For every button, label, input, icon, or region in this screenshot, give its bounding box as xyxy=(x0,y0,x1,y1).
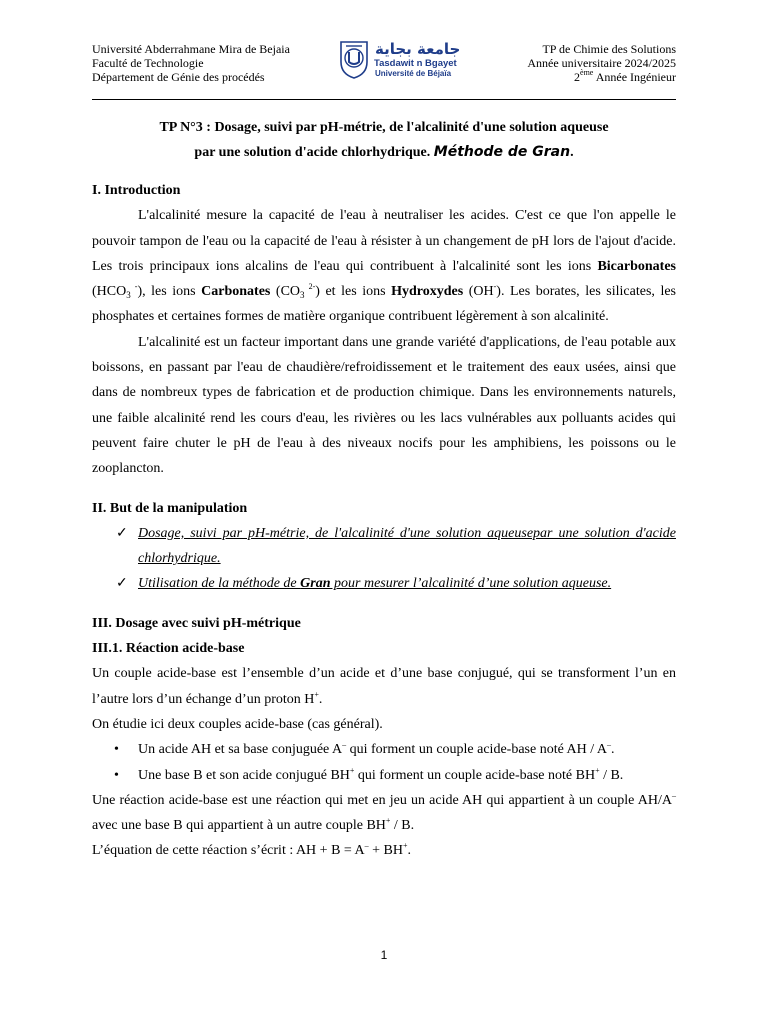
document-body xyxy=(92,178,676,864)
bullet-icon: • xyxy=(114,742,119,758)
university-logo xyxy=(337,38,477,80)
b1-minus-1: – xyxy=(342,740,347,750)
title-method: Méthode de Gran xyxy=(433,144,571,160)
objective-item-2 xyxy=(92,571,676,596)
b2-b: qui forment un couple acide-base noté BH xyxy=(354,767,596,783)
objective-2-gran: Gran xyxy=(300,576,331,592)
page-header xyxy=(92,42,676,88)
section-dosage-heading: III. Dosage avec suivi pH-métrique xyxy=(92,615,301,631)
co3: (CO xyxy=(270,284,301,300)
title-line-2 xyxy=(92,140,676,165)
logo-line-1: Tasdawit n Bgayet xyxy=(374,58,457,69)
section-introduction-heading: I. Introduction xyxy=(92,183,181,198)
reaction-paragraph-3 xyxy=(92,788,676,839)
objective-2-text-b: pour mesurer l’alcalinité d’une solution aqueuse. xyxy=(330,576,612,592)
hco3: (HCO xyxy=(92,284,127,300)
objective-1-text: Dosage, suivi par pH-métrie, de l'alcalinité d'une solution aqueusepar une solution d'acide chlorhydrique. xyxy=(138,525,676,567)
p3-a: Une réaction acide-base est une réaction qui met en jeu un acide AH qui appartient à un couple AH/A xyxy=(92,792,672,808)
reaction-paragraph-2: On étudie ici deux couples acide-base (cas général). xyxy=(92,716,383,732)
logo-line-2: Université de Béjaïa xyxy=(375,69,452,78)
header-department: Département de Génie des procédés xyxy=(92,70,265,84)
reaction-equation xyxy=(92,838,676,863)
objective-item-1 xyxy=(92,521,676,572)
reaction-p1-text: Un couple acide-base est l’ensemble d’un acide et d’une base conjugué, qui se transforment l’un en l’autre lors d’un échange d’un proton H xyxy=(92,666,676,707)
oh: (OH xyxy=(463,284,494,300)
intro-p1-mid2: ) et les ions xyxy=(315,284,392,300)
subsection-reaction-heading: III.1. Réaction acide-base xyxy=(92,641,245,657)
b1-b: qui forment un couple acide-base noté AH / A xyxy=(346,742,607,758)
intro-paragraph-1 xyxy=(92,203,676,329)
header-year: Année universitaire 2024/2025 xyxy=(527,56,676,70)
b2-c: / B. xyxy=(599,767,624,783)
carbonates: Carbonates xyxy=(201,284,271,300)
checkmark-icon: ✓ xyxy=(116,576,128,592)
b2-plus-2: + xyxy=(595,765,600,775)
university-emblem-icon xyxy=(337,38,477,80)
header-course: TP de Chimie des Solutions xyxy=(542,42,676,56)
header-institution xyxy=(92,42,290,84)
intro-p1-end: ). Les borates, les silicates, les phosphates et certaines formes de matière organique contribuent légèrement à son alcalinité. xyxy=(92,284,676,325)
header-university: Université Abderrahmane Mira de Bejaia xyxy=(92,42,290,56)
logo-arabic-text: جامعة بجاية xyxy=(375,40,461,58)
p4-plus: + xyxy=(402,841,408,851)
reaction-paragraph-1 xyxy=(92,661,676,712)
level-number: 2 xyxy=(574,70,581,84)
b2-a: Une base B et son acide conjugué BH xyxy=(138,767,350,783)
p3-plus: + xyxy=(385,816,391,826)
oh-sup: - xyxy=(493,282,497,292)
page-number: 1 xyxy=(380,948,388,962)
hco3-sub: 3 xyxy=(126,290,131,301)
p3-b: avec une base B qui appartient à un autre couple BH xyxy=(92,818,386,834)
proton-sup: + xyxy=(314,689,319,699)
bullet-item-1 xyxy=(92,737,676,762)
header-divider xyxy=(92,99,676,100)
section-objective-heading: II. But de la manipulation xyxy=(92,500,248,516)
p4-a: L’équation de cette réaction s’écrit : AH + B = A xyxy=(92,843,365,859)
b2-plus-1: + xyxy=(349,765,355,775)
checkmark-icon: ✓ xyxy=(116,525,128,541)
bicarbonates: Bicarbonates xyxy=(597,258,676,274)
intro-p1-mid1: ), les ions xyxy=(137,284,202,300)
intro-paragraph-2: L'alcalinité est un facteur important dans une grande variété d'applications, de l'eau potable aux boissons, en passant par l'eau de chaudière/refroidissement et le traitement des eaux usées, ainsi que dans de nombreux types de fabrication et de production chimique. Dans les environnements naturels, une faible alcalinité rend les cours d'eau, les rivières ou les lacs vulnérables aux polluants acides qui peuvent faire chuter le pH de l'eau à des niveaux nocifs pour les amphibiens, les poissons ou le zooplancton. xyxy=(92,334,676,477)
p4-c: . xyxy=(407,843,411,859)
title-end: . xyxy=(570,145,574,160)
p4-b: + BH xyxy=(368,843,403,859)
hydroxydes: Hydroxydes xyxy=(391,284,464,300)
level-text: Année Ingénieur xyxy=(593,70,676,84)
p4-minus: – xyxy=(364,841,369,851)
b1-c: . xyxy=(610,742,615,758)
header-course-info xyxy=(527,42,676,84)
objective-2-text-a: Utilisation de la méthode de xyxy=(138,576,301,592)
bullet-item-2 xyxy=(92,763,676,788)
title-line-1: TP N°3 : Dosage, suivi par pH-métrie, de l'alcalinité d'une solution aqueuse xyxy=(159,120,609,135)
level-sup: ème xyxy=(580,68,594,77)
p3-minus: – xyxy=(672,790,676,800)
p3-c: / B. xyxy=(390,818,415,834)
header-level xyxy=(527,70,676,84)
hco3-sup: - xyxy=(130,282,138,292)
header-faculty: Faculté de Technologie xyxy=(92,56,204,70)
b1-a: Un acide AH et sa base conjuguée A xyxy=(138,742,343,758)
reaction-p1-end: . xyxy=(318,691,323,707)
document-title xyxy=(92,116,676,165)
co3-sup: 2- xyxy=(304,282,316,292)
co3-sub: 3 xyxy=(300,290,305,301)
intro-p1-text: L'alcalinité mesure la capacité de l'eau à neutraliser les acides. C'est ce que l'on appelle le pouvoir tampon de l'eau ou la capacité de l'eau à résister à un changement de pH lors de l'ajout d'acide. Les trois principaux ions alcalins de l'eau qui contribuent à l'alcalinité sont les ions xyxy=(92,208,676,274)
title-line-2-text: par une solution d'acide chlorhydrique. xyxy=(194,145,434,160)
bullet-icon: • xyxy=(114,767,119,783)
b1-minus-2: – xyxy=(606,740,611,750)
